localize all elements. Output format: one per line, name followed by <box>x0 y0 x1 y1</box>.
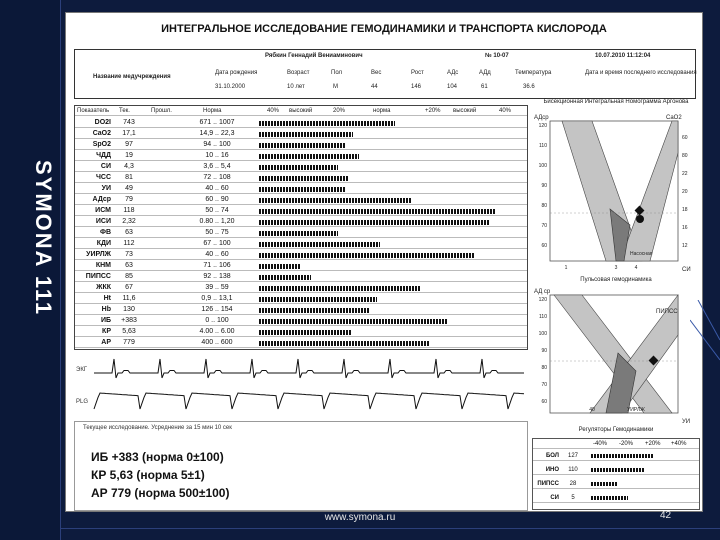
col-param: Показатель <box>77 108 110 114</box>
row-param: ИБ <box>100 317 111 324</box>
row-bar <box>259 231 338 236</box>
regulators-row <box>533 493 699 503</box>
reg-bar <box>591 454 653 458</box>
row-value: 17,1 <box>122 130 136 137</box>
last-study-label: Дата и время последнего исследования <box>585 70 697 76</box>
row-norm: 400 .. 600 <box>201 339 233 346</box>
row-value: 67 <box>125 284 133 291</box>
bottom-y-tick: 80 <box>541 365 547 371</box>
bottom-y-tick: 120 <box>538 297 547 303</box>
bottom-x-axis-label: УИ <box>682 419 691 425</box>
table-row <box>75 272 527 282</box>
row-bar <box>259 242 380 247</box>
table-row <box>75 338 527 348</box>
nomogram-title: Бисекционная Интегральная Номограмма Аргонова <box>543 99 689 105</box>
row-value: 5,63 <box>122 328 136 335</box>
top-side-tick: 22 <box>682 171 688 177</box>
regulators-table <box>532 438 700 510</box>
bottom-y-tick: 60 <box>541 399 547 405</box>
page-number: 42 <box>660 510 672 521</box>
reg-col-minus40: -40% <box>593 441 608 447</box>
add-label: АДд <box>479 70 491 76</box>
bottom-caption: Регуляторы Гемодинамики <box>578 427 654 433</box>
row-param: CaO2 <box>92 130 111 137</box>
nomogram <box>532 113 700 433</box>
row-value: 11,6 <box>122 295 136 302</box>
sidebar <box>0 0 60 540</box>
table-row <box>75 327 527 337</box>
row-norm: 92 .. 138 <box>203 273 231 280</box>
reg-param: ИНО <box>545 467 559 473</box>
table-row <box>75 173 527 183</box>
row-param: ЖКК <box>96 284 111 291</box>
row-value: 73 <box>125 251 133 258</box>
regulators-row <box>533 451 699 461</box>
row-norm: 126 .. 154 <box>201 306 233 313</box>
age-value: 10 лет <box>287 84 305 90</box>
row-bar <box>259 187 345 192</box>
row-norm: 14,9 .. 22,3 <box>199 130 235 137</box>
footer-rule <box>60 528 720 529</box>
row-param: Hb <box>101 306 111 313</box>
top-y-tick: 90 <box>541 183 547 189</box>
bottom-y-tick: 70 <box>541 382 547 388</box>
bottom-y-tick: 100 <box>538 331 547 337</box>
row-param: КНМ <box>95 262 111 269</box>
reg-value: 127 <box>567 453 578 459</box>
record-number: № 10-07 <box>485 53 509 59</box>
table-row <box>75 294 527 304</box>
row-bar <box>259 286 421 291</box>
top-x-axis-label: СИ <box>682 267 691 273</box>
sex-label: Пол <box>331 70 343 76</box>
row-bar <box>259 165 338 170</box>
row-bar <box>259 198 411 203</box>
summary-caption: Текущее исследование. Усреднение за 15 мин 10 сек <box>83 425 232 431</box>
top-y-tick: 60 <box>541 243 547 249</box>
row-param: ПИПСС <box>85 273 111 280</box>
reg-param: ПИПСС <box>537 481 559 487</box>
top-side-tick: 20 <box>682 189 688 195</box>
top-side-tick: 18 <box>682 207 688 213</box>
row-bar <box>259 176 348 181</box>
reg-col-minus20: -20% <box>619 441 634 447</box>
row-value: 4,3 <box>124 163 134 170</box>
row-bar <box>259 297 377 302</box>
reg-param: БОЛ <box>545 453 559 459</box>
row-bar <box>259 209 495 214</box>
table-row <box>75 283 527 293</box>
row-value: 743 <box>123 119 135 126</box>
row-norm: 94 .. 100 <box>203 141 231 148</box>
bottom-y-tick: 110 <box>539 314 547 320</box>
bottom-left-axis-label: АД ср <box>534 289 551 295</box>
row-param: КР <box>102 328 111 335</box>
top-side-ticks <box>682 135 688 249</box>
table-row <box>75 228 527 238</box>
regulators-row <box>533 479 699 489</box>
row-param: УИРЛЖ <box>86 251 111 258</box>
col-high-low: высокий <box>289 108 313 114</box>
reg-bar <box>591 468 645 472</box>
row-norm: 4.00 .. 6.00 <box>199 328 235 335</box>
patient-name: Рябкин Геннадий Вениаминович <box>265 53 363 59</box>
top-y-tick: 100 <box>538 163 547 169</box>
top-side-tick: 12 <box>682 243 688 249</box>
row-param: DO2I <box>94 119 111 126</box>
row-param: ЧСС <box>95 174 111 181</box>
plethysmogram-waveform <box>94 393 524 409</box>
regulators-row <box>533 465 699 475</box>
row-param: SpO2 <box>92 141 111 148</box>
summary-ar: АР 779 (норма 500±100) <box>91 486 230 500</box>
row-norm: 72 .. 108 <box>203 174 231 181</box>
top-y-ticks <box>539 123 548 249</box>
top-side-tick: 16 <box>682 225 688 231</box>
row-bar <box>259 275 311 280</box>
regulators-header-row <box>533 439 699 449</box>
parameters-table <box>74 105 528 350</box>
reg-bar <box>591 496 628 500</box>
dob-value: 31.10.2000 <box>215 84 246 90</box>
col-current: Тек. <box>119 108 130 114</box>
table-row <box>75 261 527 271</box>
row-norm: 60 .. 90 <box>205 196 229 203</box>
table-row <box>75 184 527 194</box>
record-datetime: 10.07.2010 11:12:04 <box>595 53 651 59</box>
temp-value: 36.6 <box>523 84 535 90</box>
footer-url[interactable]: www.symona.ru <box>324 512 396 523</box>
row-value: 2,32 <box>122 218 136 225</box>
reg-col-plus40: +40% <box>671 441 687 447</box>
top-y-tick: 80 <box>541 203 547 209</box>
decorative-lines <box>690 300 720 380</box>
row-value: 97 <box>125 141 133 148</box>
row-bar <box>259 253 474 258</box>
weight-label: Вес <box>371 70 382 76</box>
top-region-label: Насосная <box>630 251 653 257</box>
ads-label: АДс <box>447 70 459 76</box>
row-norm: 40 .. 60 <box>205 185 229 192</box>
row-param: КДИ <box>96 240 111 247</box>
summary-box <box>74 421 528 511</box>
row-norm: 0.80 .. 1,20 <box>199 218 235 225</box>
institution-label: Название медучреждения <box>93 74 171 80</box>
row-norm: 50 .. 74 <box>205 207 229 214</box>
reg-value: 28 <box>569 481 577 487</box>
row-bar <box>259 220 490 225</box>
row-norm: 0,9 .. 13,1 <box>201 295 233 302</box>
table-row <box>75 162 527 172</box>
patient-header <box>74 49 696 99</box>
age-label: Возраст <box>287 70 310 76</box>
summary-ib: ИБ +383 (норма 0±100) <box>91 450 224 464</box>
reg-col-plus20: +20% <box>645 441 661 447</box>
row-param: УИ <box>101 185 111 192</box>
table-row <box>75 151 527 161</box>
table-row <box>75 206 527 216</box>
row-value: 112 <box>123 240 135 247</box>
row-norm: 39 .. 59 <box>205 284 229 291</box>
col-plus20: +20% <box>425 108 441 114</box>
height-label: Рост <box>411 70 424 76</box>
top-x-tick: 4 <box>634 265 638 271</box>
col-high: высокий <box>453 108 477 114</box>
row-value: 79 <box>125 196 133 203</box>
row-param: АР <box>101 339 111 346</box>
row-norm: 67 .. 100 <box>203 240 231 247</box>
row-bar <box>259 319 448 324</box>
add-value: 61 <box>481 84 488 90</box>
row-bar <box>259 121 395 126</box>
top-x-tick: 1 <box>564 265 568 271</box>
row-value: 118 <box>123 207 135 214</box>
row-norm: 0 .. 100 <box>205 317 229 324</box>
top-right-axis-label: CaO2 <box>666 115 682 121</box>
row-value: +383 <box>121 317 137 324</box>
reg-value: 110 <box>568 467 578 473</box>
row-norm: 71 .. 106 <box>203 262 231 269</box>
row-bar <box>259 264 301 269</box>
row-param: ЧДД <box>96 152 111 159</box>
row-value: 63 <box>125 262 133 269</box>
table-row <box>75 316 527 326</box>
top-y-tick: 110 <box>539 143 547 149</box>
report-panel <box>65 12 703 512</box>
bottom-y-ticks <box>539 297 548 405</box>
col-minus40: 40% <box>267 108 280 114</box>
row-param: ФВ <box>99 229 111 236</box>
row-param: АДср <box>92 196 111 203</box>
top-side-tick: 60 <box>682 135 688 141</box>
bottom-x-tick: 40 <box>589 407 595 413</box>
table-row <box>75 140 527 150</box>
row-bar <box>259 143 345 148</box>
temp-label: Температура <box>515 70 552 76</box>
row-norm: 40 .. 60 <box>205 251 229 258</box>
row-bar <box>259 330 351 335</box>
dob-label: Дата рождения <box>215 70 258 76</box>
row-value: 49 <box>125 185 133 192</box>
top-y-tick: 120 <box>538 123 547 129</box>
row-value: 130 <box>123 306 135 313</box>
table-row <box>75 195 527 205</box>
row-bar <box>259 132 353 137</box>
ecg-traces <box>74 355 528 417</box>
row-value: 81 <box>125 174 133 181</box>
ads-value: 104 <box>447 84 458 90</box>
row-param: СИ <box>100 163 111 170</box>
bottom-y-tick: 90 <box>541 348 547 354</box>
bottom-x-tick: УИРЛЖ <box>627 407 645 413</box>
col-minus20: 20% <box>333 108 346 114</box>
row-norm: 671 .. 1007 <box>199 119 235 126</box>
row-param: Ht <box>103 295 111 302</box>
row-bar <box>259 308 369 313</box>
row-param: ИСИ <box>95 218 111 225</box>
top-y-tick: 70 <box>541 223 547 229</box>
table-row <box>75 239 527 249</box>
top-left-axis-label: АДср <box>534 115 549 121</box>
table-row <box>75 217 527 227</box>
row-bar <box>259 341 429 346</box>
row-param: ИСМ <box>95 207 111 214</box>
weight-value: 44 <box>371 84 378 90</box>
row-value: 63 <box>125 229 133 236</box>
col-plus40: 40% <box>499 108 512 114</box>
table-row <box>75 118 527 128</box>
col-prev: Прошл. <box>151 108 172 114</box>
top-caption: Пульсовая гемодинамика <box>580 277 652 283</box>
summary-kr: КР 5,63 (норма 5±1) <box>91 468 205 482</box>
table-row <box>75 250 527 260</box>
top-x-ticks <box>565 265 638 271</box>
col-norm: Норма <box>203 108 222 114</box>
sidebar-divider <box>60 0 61 540</box>
reg-bar <box>591 482 618 486</box>
row-norm: 3,6 .. 5,4 <box>203 163 231 170</box>
ecg-waveform <box>94 359 524 378</box>
ecg-label: ЭКГ <box>76 367 88 373</box>
report-title: ИНТЕГРАЛЬНОЕ ИССЛЕДОВАНИЕ ГЕМОДИНАМИКИ И ТРАНСПОРТА КИСЛОРОДА <box>161 23 607 35</box>
top-marker-circle <box>636 215 644 223</box>
row-norm: 50 .. 75 <box>205 229 229 236</box>
col-normal: норма <box>373 108 391 114</box>
table-row <box>75 129 527 139</box>
reg-value: 5 <box>571 495 575 501</box>
top-band-right <box>620 121 678 261</box>
top-x-tick: 3 <box>614 265 618 271</box>
brand-vertical-label: SYMONA 111 <box>31 160 56 317</box>
row-value: 19 <box>125 152 133 159</box>
top-side-tick: 80 <box>682 153 688 159</box>
row-norm: 10 .. 16 <box>205 152 229 159</box>
sex-value: М <box>333 84 338 90</box>
bottom-right-axis-label: ПИПСС <box>656 309 678 315</box>
row-value: 85 <box>125 273 133 280</box>
reg-param: СИ <box>550 495 559 501</box>
row-value: 779 <box>123 339 135 346</box>
table-row <box>75 305 527 315</box>
row-bar <box>259 154 359 159</box>
plg-label: PLG <box>76 399 89 405</box>
table-header-row <box>75 106 527 116</box>
height-value: 146 <box>411 84 422 90</box>
